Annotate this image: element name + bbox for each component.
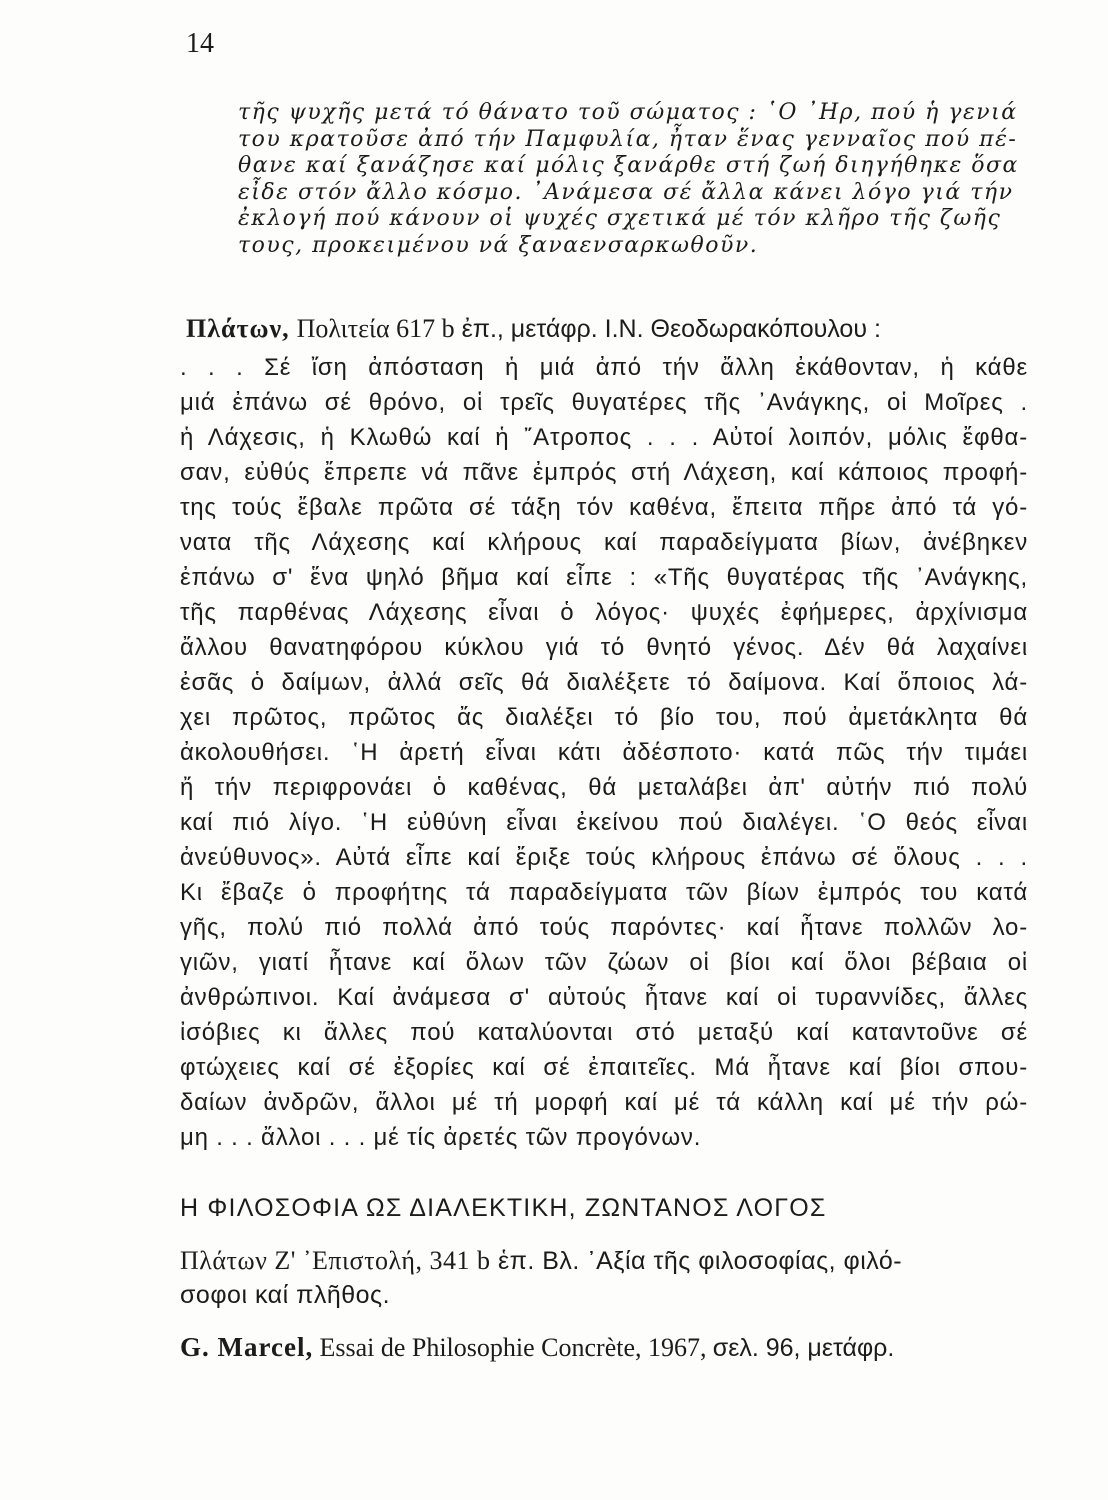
section-heading: Η ΦΙΛΟΣΟΦΙΑ ΩΣ ΔΙΑΛΕΚΤΙΚΗ, ΖΩΝΤΑΝΟΣ ΛΟΓΟΣ xyxy=(180,1194,827,1222)
reference-details: ἐπ., μετάφρ. Ι.Ν. Θεοδωρακόπουλου : xyxy=(461,315,881,343)
quote-line: ἀνεύθυνος». Αὐτά εἶπε καί ἔριξε τούς κλήρους ἐπάνω σέ ὅλους . . . xyxy=(180,844,1028,871)
quote-line: σαν, εὐθύς ἔπρεπε νά πᾶνε ἐμπρός στή Λάχεση, καί κάποιος προφή- xyxy=(180,459,1028,486)
quote-line: καί πιό λίγο. ῾Η εὐθύνη εἶναι ἐκείνου πού διαλέγει. ῾Ο θεός εἶναι xyxy=(180,809,1028,836)
quote-line: ἀκολουθήσει. ῾Η ἀρετή εἶναι κάτι ἀδέσποτο· κατά πῶς τήν τιμάει xyxy=(180,739,1028,766)
intro-line: τῆς ψυχῆς μετά τό θάνατο τοῦ σώματος : ῾Ο ᾿Ηρ, πού ἡ γενιά xyxy=(238,100,1018,125)
quote-line: μιά ἐπάνω σέ θρόνο, οἱ τρεῖς θυγατέρες τῆς ᾿Ανάγκης, οἱ Μοῖρες . xyxy=(180,389,1028,416)
quote-line: τῆς παρθένας Λάχεσης εἶναι ὁ λόγος· ψυχές ἐφήμερες, ἀρχίνισμα xyxy=(180,599,1028,626)
reference-line xyxy=(180,1244,1026,1278)
quote-line: . . . Σέ ἴση ἀπόσταση ἡ μιά ἀπό τήν ἄλλη ἐκάθονταν, ἡ κάθε xyxy=(180,354,1028,381)
quote-line: ἄλλου θανατηφόρου κύκλου γιά τό θνητό γένος. Δέν θά λαχαίνει xyxy=(180,634,1028,661)
page-number: 14 xyxy=(186,28,214,59)
reference-title: Essai de Philosophie Concrète, 1967, xyxy=(319,1333,707,1362)
quote-line: ἡ Λάχεσις, ἡ Κλωθώ καί ἡ ῎Ατροπος . . . Αὐτοί λοιπόν, μόλις ἔφθα- xyxy=(180,424,1028,451)
quote-line: ἀνθρώπινοι. Καί ἀνάμεσα σ' αὐτούς ἦτανε καί οἱ τυραννίδες, ἄλλες xyxy=(180,984,1028,1011)
quote-block xyxy=(180,350,1028,1155)
intro-line: τους, προκειμένου νά ξαναενσαρκωθοῦν. xyxy=(238,232,759,258)
quote-line: ἐπάνω σ' ἕνα ψηλό βῆμα καί εἶπε : «Τῆς θυγατέρας τῆς ᾿Ανάγκης, xyxy=(180,564,1028,591)
reference-author: Πλάτων, xyxy=(186,314,290,343)
reference-details: ἑπ. Βλ. ᾿Αξία τῆς φιλοσοφίας, φιλό- xyxy=(497,1247,903,1275)
quote-line: ἐσᾶς ὁ δαίμων, ἀλλά σεῖς θά διαλέξετε τό δαίμονα. Καί ὅποιος λά- xyxy=(180,669,1028,696)
quote-line: ἤ τήν περιφρονάει ὁ καθένας, θά μεταλάβει ἀπ' αὐτήν πιό πολύ xyxy=(180,774,1028,801)
intro-line: θανε καί ξανάζησε καί μόλις ξανάρθε στή ζωή διηγήθηκε ὅσα xyxy=(238,153,1019,178)
reference-details: σελ. 96, μετάφρ. xyxy=(712,1334,895,1362)
intro-line: ἐκλογή πού κάνουν οἱ ψυχές σχετικά μέ τόν κλῆρο τῆς ζωῆς xyxy=(238,206,1002,231)
reference-author: Πλάτων Ζ' ᾿Επιστολή, 341 b xyxy=(180,1246,491,1275)
reference-marcel xyxy=(180,1330,1026,1366)
reference-author: G. Marcel, xyxy=(180,1332,314,1362)
reference-plato-letter xyxy=(180,1244,1026,1312)
intro-line: του κρατοῦσε ἀπό τήν Παμφυλία, ἦταν ἕνας γενναῖος πού πέ- xyxy=(238,126,1018,152)
quote-line: γῆς, πολύ πιό πολλά ἀπό τούς παρόντες· καί ἦτανε πολλῶν λο- xyxy=(180,914,1028,941)
quote-line: νατα τῆς Λάχεσης καί κλήρους καί παραδείγματα βίων, ἀνέβηκεν xyxy=(180,529,1028,556)
quote-line: μη . . . ἄλλοι . . . μέ τίς ἀρετές τῶν προγόνων. xyxy=(180,1124,702,1151)
quote-line: ἰσόβιες κι ἄλλες πού καταλύονται στό μεταξύ καί καταντοῦνε σέ xyxy=(180,1019,1028,1046)
quote-line: χει πρῶτος, πρῶτος ἄς διαλέξει τό βίο του, πού ἀμετάκλητα θά xyxy=(180,704,1028,731)
quote-line: φτώχειες καί σέ ἐξορίες καί σέ ἐπαιτεῖες. Μά ἦτανε καί βίοι σπου- xyxy=(180,1054,1028,1081)
intro-line: εἶδε στόν ἄλλο κόσμο. ᾿Ανάμεσα σέ ἄλλα κάνει λόγο γιά τήν xyxy=(238,179,1014,205)
quote-line: γιῶν, γιατί ἦτανε καί ὅλων τῶν ζώων οἱ βίοι καί ὅλοι βέβαια οἱ xyxy=(180,949,1028,976)
reference-line: σοφοι καί πλῆθος. xyxy=(180,1281,391,1309)
quote-line: Κι ἔβαζε ὁ προφήτης τά παραδείγματα τῶν βίων ἐμπρός του κατά xyxy=(180,879,1028,906)
quote-line: της τούς ἔβαλε πρῶτα σέ τάξη τόν καθένα, ἔπειτα πῆρε ἀπό τά γό- xyxy=(180,494,1028,521)
reference-plato-republic xyxy=(186,312,1026,346)
quote-line: δαίων ἀνδρῶν, ἄλλοι μέ τή μορφή καί μέ τά κάλλη καί μέ τήν ρώ- xyxy=(180,1089,1028,1116)
intro-paragraph xyxy=(238,100,1028,259)
reference-work: Πολιτεία 617 b xyxy=(296,314,455,343)
